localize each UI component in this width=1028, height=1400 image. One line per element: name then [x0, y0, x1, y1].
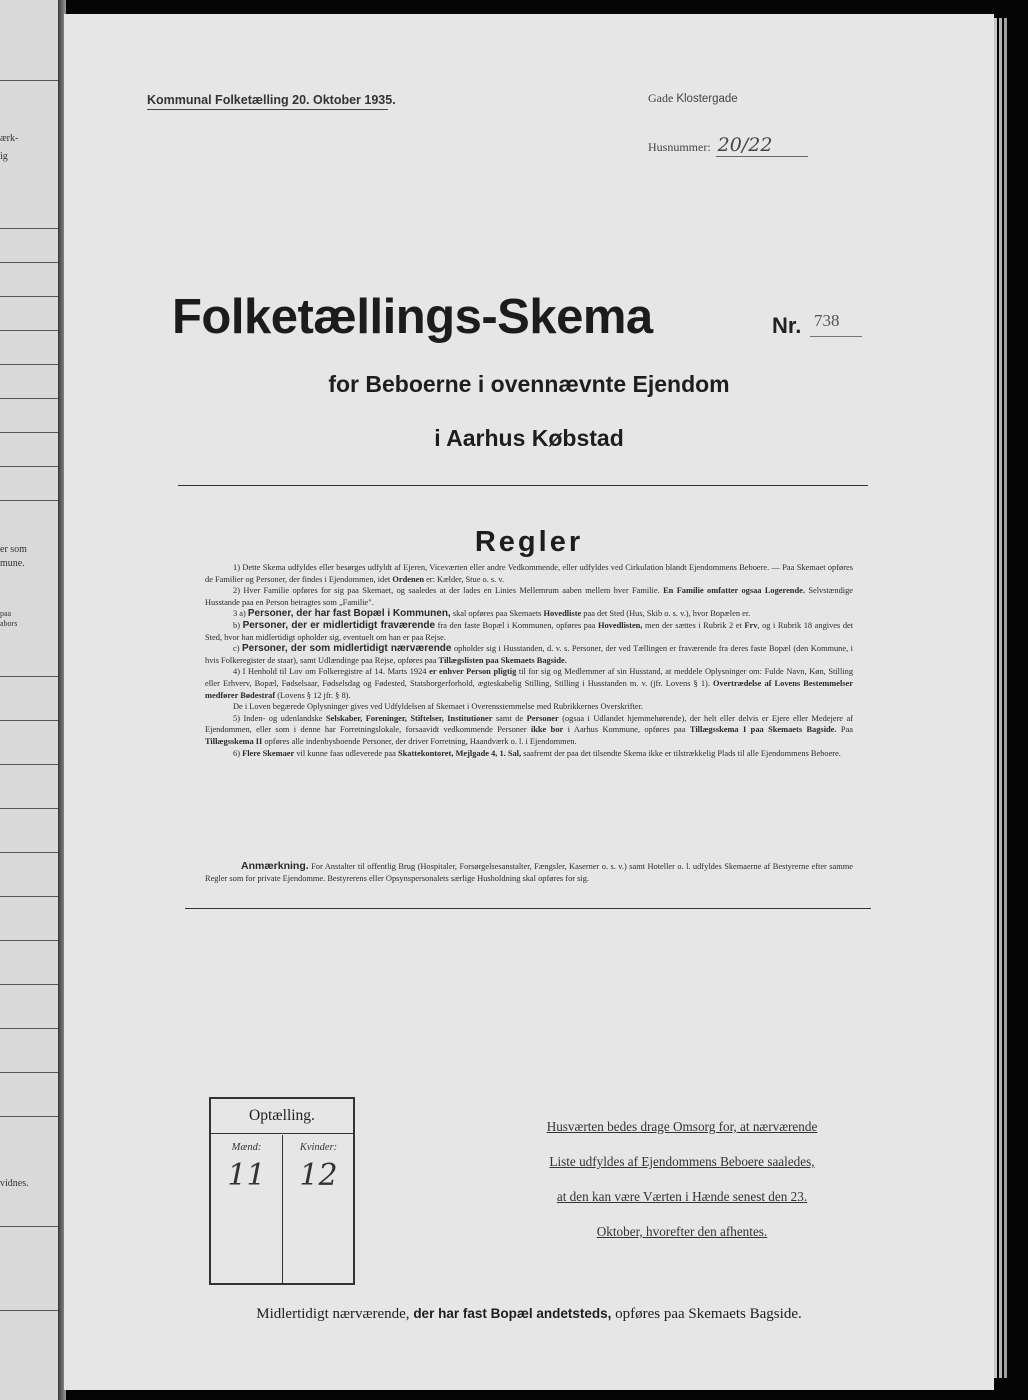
ruled-line — [0, 1310, 58, 1311]
footer-part-1: Midlertidigt nærværende, — [256, 1306, 410, 1322]
census-header — [147, 93, 396, 107]
women-label: Kvinder: — [299, 1142, 338, 1153]
ruled-line — [0, 500, 58, 501]
form-number-value: 738 — [814, 311, 840, 330]
ruled-line — [0, 466, 58, 467]
house-number-label: Husnummer: — [648, 140, 711, 154]
footer-note — [64, 1306, 994, 1323]
house-number-field — [648, 134, 772, 156]
left-page-fragment: abors — [0, 619, 18, 628]
form-title: Folketællings-Skema — [172, 290, 653, 344]
ruled-line — [0, 1072, 58, 1073]
ruled-line — [0, 808, 58, 809]
street-label: Gade — [648, 91, 674, 105]
rule-5: 5) Inden- og udenlandske Selskaber, Foreninger, Stiftelser, Institutioner samt de Personer (ogsaa i Udlandet hjemmehørende), der helt eller delvis er Ejere eller Medejere af Ejendommen, eller som i denne har Forretningslokale, forsaavidt vedkommende Personer ikke bor i Aarhus Kommune, opføres paa Tillægsskema I paa Skemaets Bagside. Paa Tillægsskema II opføres alle indenbysboende Personer, der driver Forretning, Haandværk o. l. i Ejendommen. — [205, 713, 854, 746]
ruled-line — [0, 398, 58, 399]
rules-heading: Regler — [474, 526, 584, 558]
rule-3a: 3 a) Personer, der har fast Bopæl i Kommunen, skal opføres paa Skemaets Hovedliste paa det Sted (Hus, Skib o. s. v.), hvor Bopælen er. — [233, 608, 751, 620]
ruled-line — [0, 764, 58, 765]
ruled-line — [0, 432, 58, 433]
ruled-line — [0, 296, 58, 297]
rules-text — [205, 562, 853, 759]
women-count: 12 — [299, 1158, 338, 1193]
footer-part-3: opføres paa Skemaets Bagside. — [615, 1306, 802, 1322]
rule-1: 1) Dette Skema udfyldes eller besørges udfyldt af Ejeren, Viceværten eller andre Vedkommende, eller udfyldes ved Cirkulation blandt Ejendommens Beboere. — Paa Skemaet opføres de Familier og Personer, der findes i Ejendommen, idet Ordenen er: Kælder, Stue o. s. v. — [205, 563, 853, 584]
ruled-line — [0, 1226, 58, 1227]
instruction-line: at den kan være Værten i Hænde senest den 23. — [556, 1189, 808, 1204]
instruction-line: Liste udfyldes af Ejendommens Beboere saaledes, — [549, 1154, 815, 1169]
ruled-line — [0, 984, 58, 985]
census-header-text: Kommunal Folketælling 20. Oktober 1935. — [147, 93, 396, 107]
ruled-line — [0, 364, 58, 365]
form-subtitle-2: i Aarhus Købstad — [434, 425, 624, 451]
street-value: Klostergade — [676, 93, 738, 105]
ruled-line — [0, 896, 58, 897]
street-field — [648, 91, 738, 106]
header-underline — [147, 109, 388, 110]
count-box — [209, 1097, 355, 1285]
page-edge — [994, 18, 997, 1378]
instruction-line: Oktober, hvorefter den afhentes. — [596, 1224, 768, 1239]
left-page-fragment: paa — [0, 609, 12, 618]
ruled-line — [0, 940, 58, 941]
divider — [178, 485, 868, 486]
ruled-line — [0, 676, 58, 677]
rule-4-note: De i Loven begærede Oplysninger gives ved Udfyldelsen af Skemaet i Overensstemmelse med Rubrikkernes Overskrifter. — [233, 702, 644, 712]
ruled-line — [0, 852, 58, 853]
page-edge — [999, 18, 1002, 1378]
left-page-strip — [0, 0, 60, 1400]
left-page-fragment: vidnes. — [0, 1178, 29, 1189]
ruled-line — [0, 1116, 58, 1117]
census-form-page — [64, 14, 994, 1390]
rule-4: 4) I Henhold til Lov om Folkeregistre af 14. Marts 1924 er enhver Person pligtig til for sig og Medlemmer af sin Husstand, at meddele Oplysninger om: Fulde Navn, Køn, Stilling eller Erhverv, Bopæl, Fødselsaar, Fødselsdag og Fødested, Statsborgerforhold, ægteskabelig Stilling, Stilling i Husstanden m. v. (jfr. Lovens § 1). Overtrædelse af Lovens Bestemmelser medfører Bødestraf (Lovens § 12 jfr. § 8). — [205, 667, 854, 700]
left-page-fragment: mune. — [0, 558, 25, 569]
left-page-fragment: er som — [0, 544, 27, 555]
page-edge — [1004, 18, 1007, 1378]
form-subtitle-1: for Beboerne i ovennævnte Ejendom — [328, 371, 730, 397]
ruled-line — [0, 80, 58, 81]
men-column — [211, 1135, 282, 1283]
landlord-instruction — [512, 1109, 852, 1249]
count-heading: Optælling. — [211, 1099, 353, 1134]
rule-2: 2) Hver Familie opføres for sig paa Skemaet, og saaledes at der lades en Linies Mellemrum aaben mellem hver Familie. En Familie omfatter ogsaa Logerende. Selvstændige Husstande paa en Person betragtes som „Familie". — [205, 586, 853, 607]
men-label: Mænd: — [231, 1142, 262, 1153]
divider — [185, 908, 871, 909]
men-count: 11 — [227, 1158, 266, 1193]
annotation-label: Anmærkning. — [241, 860, 309, 872]
form-number-line — [810, 336, 862, 337]
annotation-note — [205, 861, 853, 884]
ruled-line — [0, 720, 58, 721]
women-column — [282, 1135, 354, 1283]
rule-3c: c) Personer, der som midlertidigt nærværende opholder sig i Husstanden, d. v. s. Personer, der ved Tællingen er fraværende fra deres faste Bopæl (den Kommune, i hvis Folkeregister de staar), samt Udlændinge paa Rejse, opføres paa Tillægslisten paa Skemaets Bagside. — [205, 643, 854, 665]
ruled-line — [0, 228, 58, 229]
form-number-label: Nr. — [772, 313, 802, 338]
ruled-line — [0, 262, 58, 263]
instruction-line: Husværten bedes drage Omsorg for, at nærværende — [546, 1119, 818, 1134]
left-page-fragment: ig — [0, 151, 8, 162]
rule-6: 6) Flere Skemaer vil kunne faas udleverede paa Skattekontoret, Mejlgade 4, 1. Sal, saafremt der paa det tilsendte Skema ikke er tilstrækkelig Plads til alle Ejendommens Beboere. — [233, 748, 841, 758]
annotation-text: For Anstalter til offentlig Brug (Hospitaler, Forsørgelsesanstalter, Fængsler, Kaserner o. s. v.) samt Hoteller o. l. udfyldes Skemaerne af Bestyrerne efter samme Regler som for private Ejendomme. Bestyrerens eller Opsynspersonalets særlige Husholdning skal opføres for sig. — [205, 862, 853, 883]
left-page-fragment: ærk- — [0, 133, 19, 144]
rule-3b: b) Personer, der er midlertidigt fraværende fra den faste Bopæl i Kommunen, opføres paa Hovedlisten, men der sættes i Rubrik 2 et Frv, og i Rubrik 18 angives det Sted, hvor han midlertidigt opholder sig, eventuelt om han er paa Rejse. — [205, 619, 854, 642]
footer-part-2: der har fast Bopæl andetsteds, — [413, 1306, 612, 1321]
house-number-line — [716, 156, 808, 157]
ruled-line — [0, 330, 58, 331]
ruled-line — [0, 1028, 58, 1029]
house-number-value: 20/22 — [717, 134, 773, 156]
